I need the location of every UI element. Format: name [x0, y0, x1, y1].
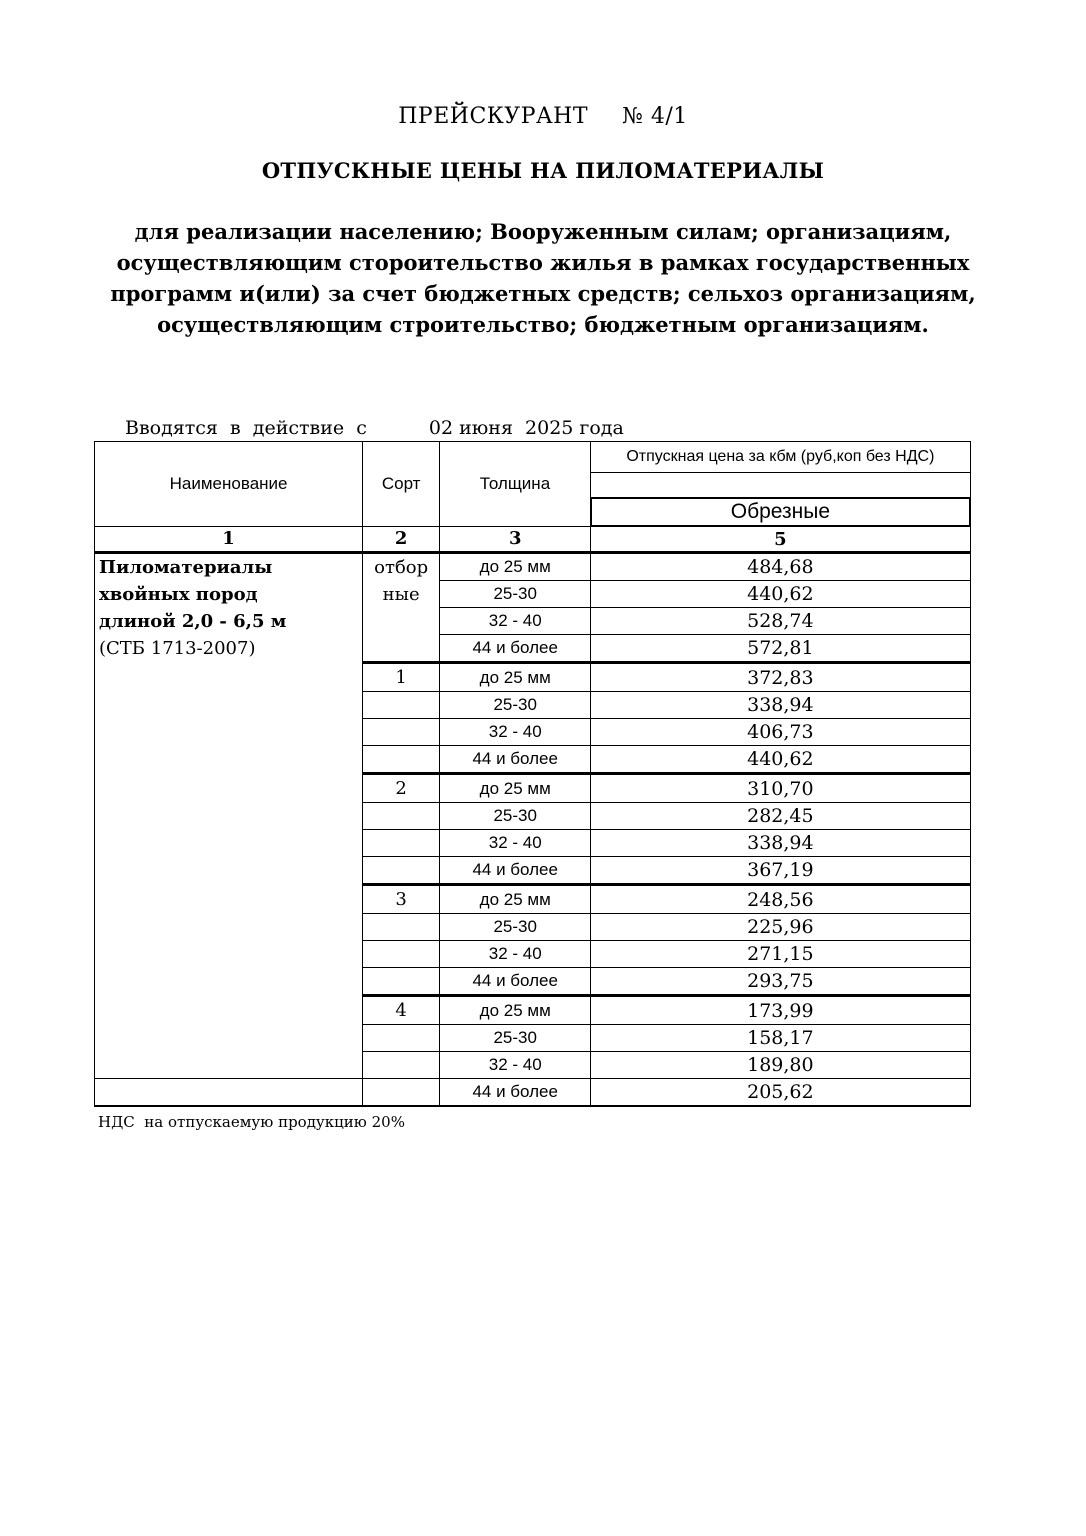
price-cell: 248,56: [591, 885, 970, 914]
header-empty-cell: [591, 473, 970, 499]
header-price: Отпускная цена за кбм (руб,коп без НДС): [591, 442, 970, 473]
price-cell: 440,62: [591, 746, 970, 774]
empty-grade-cell: [363, 1052, 440, 1079]
effective-date: 02 июня 2025 года: [428, 417, 624, 439]
thickness-cell: 44 и более: [440, 968, 591, 996]
header-type: Обрезные: [591, 498, 970, 526]
price-cell: 158,17: [591, 1025, 970, 1052]
price-cell: 367,19: [591, 857, 970, 885]
grade-cell: 1: [363, 663, 440, 692]
thickness-cell: 44 и более: [440, 746, 591, 774]
price-row: [95, 1079, 971, 1107]
effective-date-line: [125, 417, 624, 439]
price-cell: 372,83: [591, 663, 970, 692]
price-cell: 293,75: [591, 968, 970, 996]
subtitle-line: для реализации населению; Вооруженным силам; организациям,: [134, 219, 952, 244]
empty-grade-cell: [363, 968, 440, 996]
grade-cell: [363, 553, 440, 663]
empty-grade-cell: [363, 692, 440, 719]
header-name: Наименование: [95, 442, 363, 527]
price-table: [94, 441, 971, 1107]
subtitle-line: осуществляющим строительство; бюджетным организациям.: [157, 312, 929, 337]
price-cell: 572,81: [591, 635, 970, 663]
vat-footnote: НДС на отпускаемую продукцию 20%: [98, 1113, 405, 1131]
price-cell: 338,94: [591, 830, 970, 857]
empty-grade-cell: [363, 857, 440, 885]
document-heading: ОТПУСКНЫЕ ЦЕНЫ НА ПИЛОМАТЕРИАЛЫ: [261, 158, 825, 183]
empty-grade-cell: [363, 719, 440, 746]
price-list-number: № 4/1: [622, 104, 688, 129]
subtitle-line: осуществляющим стороительство жилья в рамках государственных: [116, 250, 970, 275]
price-cell: 528,74: [591, 608, 970, 635]
product-name-line: длиной 2,0 - 6,5 м: [99, 611, 287, 632]
product-name-line: хвойных пород: [99, 584, 258, 605]
column-number: 5: [591, 526, 970, 553]
thickness-cell: до 25 мм: [440, 996, 591, 1025]
column-number: 1: [95, 526, 363, 553]
header-row: [95, 442, 971, 473]
thickness-cell: 32 - 40: [440, 719, 591, 746]
thickness-cell: 44 и более: [440, 1079, 591, 1107]
price-cell: 310,70: [591, 774, 970, 803]
price-cell: 484,68: [591, 553, 970, 581]
price-cell: 189,80: [591, 1052, 970, 1079]
empty-grade-cell: [363, 803, 440, 830]
thickness-cell: 44 и более: [440, 857, 591, 885]
empty-grade-cell: [363, 1025, 440, 1052]
thickness-cell: 44 и более: [440, 635, 591, 663]
price-cell: 225,96: [591, 914, 970, 941]
thickness-cell: 32 - 40: [440, 1052, 591, 1079]
thickness-cell: 25-30: [440, 581, 591, 608]
grade-label: ные: [382, 584, 420, 605]
price-cell: 271,15: [591, 941, 970, 968]
empty-grade-cell: [363, 1079, 440, 1107]
thickness-cell: 32 - 40: [440, 608, 591, 635]
document-title: [0, 104, 1086, 129]
grade-cell: 2: [363, 774, 440, 803]
thickness-cell: до 25 мм: [440, 774, 591, 803]
empty-grade-cell: [363, 914, 440, 941]
thickness-cell: 32 - 40: [440, 941, 591, 968]
product-name-line: Пиломатериалы: [99, 557, 273, 578]
empty-grade-cell: [363, 746, 440, 774]
thickness-cell: 25-30: [440, 803, 591, 830]
thickness-cell: 25-30: [440, 914, 591, 941]
empty-grade-cell: [363, 941, 440, 968]
empty-name-cell: [95, 1079, 363, 1107]
grade-cell: 4: [363, 996, 440, 1025]
thickness-cell: 32 - 40: [440, 830, 591, 857]
product-name-cell: [95, 553, 363, 1079]
effective-label: Вводятся в действие с: [125, 417, 367, 439]
column-number: 3: [440, 526, 591, 553]
title-text: ПРЕЙСКУРАНТ: [398, 104, 589, 129]
thickness-cell: 25-30: [440, 1025, 591, 1052]
price-cell: 282,45: [591, 803, 970, 830]
thickness-cell: до 25 мм: [440, 885, 591, 914]
column-number-row: [95, 526, 971, 553]
thickness-cell: до 25 мм: [440, 553, 591, 581]
column-number: 2: [363, 526, 440, 553]
grade-label: отбор: [374, 557, 429, 578]
product-standard: (СТБ 1713-2007): [99, 638, 256, 659]
header-thickness: Толщина: [440, 442, 591, 527]
price-cell: 440,62: [591, 581, 970, 608]
thickness-cell: 25-30: [440, 692, 591, 719]
grade-cell: 3: [363, 885, 440, 914]
price-cell: 205,62: [591, 1079, 970, 1107]
price-cell: 338,94: [591, 692, 970, 719]
empty-grade-cell: [363, 830, 440, 857]
document-subtitle: [0, 216, 1086, 340]
price-cell: 406,73: [591, 719, 970, 746]
thickness-cell: до 25 мм: [440, 663, 591, 692]
header-grade: Сорт: [363, 442, 440, 527]
price-cell: 173,99: [591, 996, 970, 1025]
price-row: [95, 553, 971, 581]
subtitle-line: программ и(или) за счет бюджетных средств; сельхоз организациям,: [110, 281, 976, 306]
